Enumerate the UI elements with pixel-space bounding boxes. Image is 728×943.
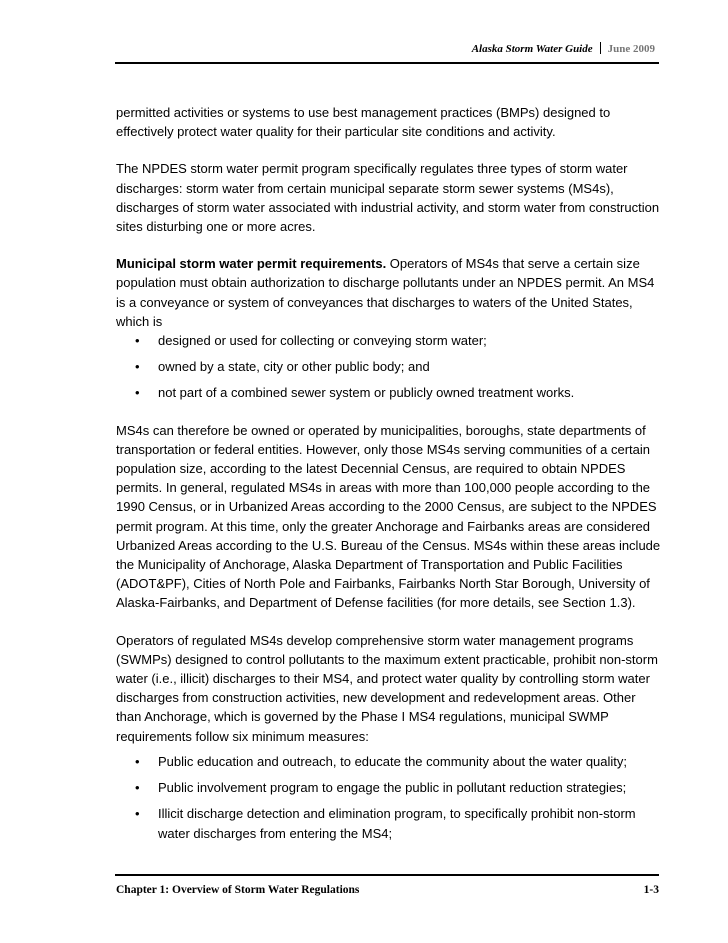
list-item: • Public involvement program to engage the public in pollutant reduction strategies; xyxy=(116,778,661,797)
footer-rule xyxy=(115,874,659,876)
publication-date: June 2009 xyxy=(607,43,655,55)
paragraph-municipal-body: Operators of MS4s that serve a certain size population must obtain authorization to discharge pollutants under an NPDES permit. An MS4 is a conveyance or system of conveyances that discharges to waters of the United States, which is xyxy=(116,256,655,329)
paragraph-municipal-requirements xyxy=(116,254,661,331)
paragraph-ms4-ownership: MS4s can therefore be owned or operated by municipalities, boroughs, state departments of transportation or federal entities. However, only those MS4s serving communities of a certain population size, according to the latest Decennial Census, are required to obtain NPDES permits. In general, regulated MS4s in areas with more than 100,000 people according to the 1990 Census, or in Urbanized Areas according to the 2000 Census, are subject to the NPDES permit program. At this time, only the greater Anchorage and Fairbanks areas are considered Urbanized Areas according to the U.S. Bureau of the Census. MS4s within these areas include the Municipality of Anchorage, Alaska Department of Transportation and Public Facilities (ADOT&PF), Cities of North Pole and Fairbanks, Fairbanks North Star Borough, University of Alaska-Fairbanks, and Department of Defense facilities (for more details, see Section 1.3). xyxy=(116,422,661,611)
bullet-icon: • xyxy=(135,753,140,769)
paragraph-swmp: Operators of regulated MS4s develop comprehensive storm water management programs (SWMPs) designed to control pollutants to the maximum extent practicable, prohibit non-storm water (i.e., illicit) discharges to their MS4, and protect water quality by controlling storm water discharges from construction activities, new development and redevelopment areas. Other than Anchorage, which is governed by the Phase I MS4 regulations, municipal SWMP requirements follow six minimum measures: xyxy=(116,632,658,744)
body-text xyxy=(116,103,661,843)
bullet-icon: • xyxy=(135,359,140,375)
list-item: • Public education and outreach, to educate the community about the water quality; xyxy=(116,752,661,771)
list-item: • not part of a combined sewer system or publicly owned treatment works. xyxy=(116,383,661,402)
guide-title: Alaska Storm Water Guide xyxy=(471,43,593,55)
list-item: • owned by a state, city or other public body; and xyxy=(116,357,661,376)
paragraph-bmps: permitted activities or systems to use best management practices (BMPs) designed to effectively protect water quality for their particular site conditions and activity. xyxy=(116,105,611,140)
bullet-icon: • xyxy=(135,806,140,822)
chapter-title: Chapter 1: Overview of Storm Water Regulations xyxy=(116,884,360,896)
list-item: • Illicit discharge detection and elimination program, to specifically prohibit non-storm water discharges from entering the MS4; xyxy=(135,806,636,841)
paragraph-npdes-types: The NPDES storm water permit program specifically regulates three types of storm water discharges: storm water from certain municipal separate storm sewer systems (MS4s), discharges of storm water associated with industrial activity, and storm water from construction sites disturbing one or more acres. xyxy=(116,161,660,235)
header-rule xyxy=(115,62,659,64)
list-item: • designed or used for collecting or conveying storm water; xyxy=(116,331,661,350)
minimum-measures-list xyxy=(116,752,661,843)
section-heading-municipal: Municipal storm water permit requirements. xyxy=(116,256,387,272)
header-divider xyxy=(600,42,601,54)
running-header xyxy=(472,42,655,55)
page-number: 1-3 xyxy=(643,884,659,896)
ms4-definition-list xyxy=(116,331,661,403)
bullet-icon: • xyxy=(135,385,140,401)
bullet-icon: • xyxy=(135,780,140,796)
bullet-icon: • xyxy=(135,333,140,349)
